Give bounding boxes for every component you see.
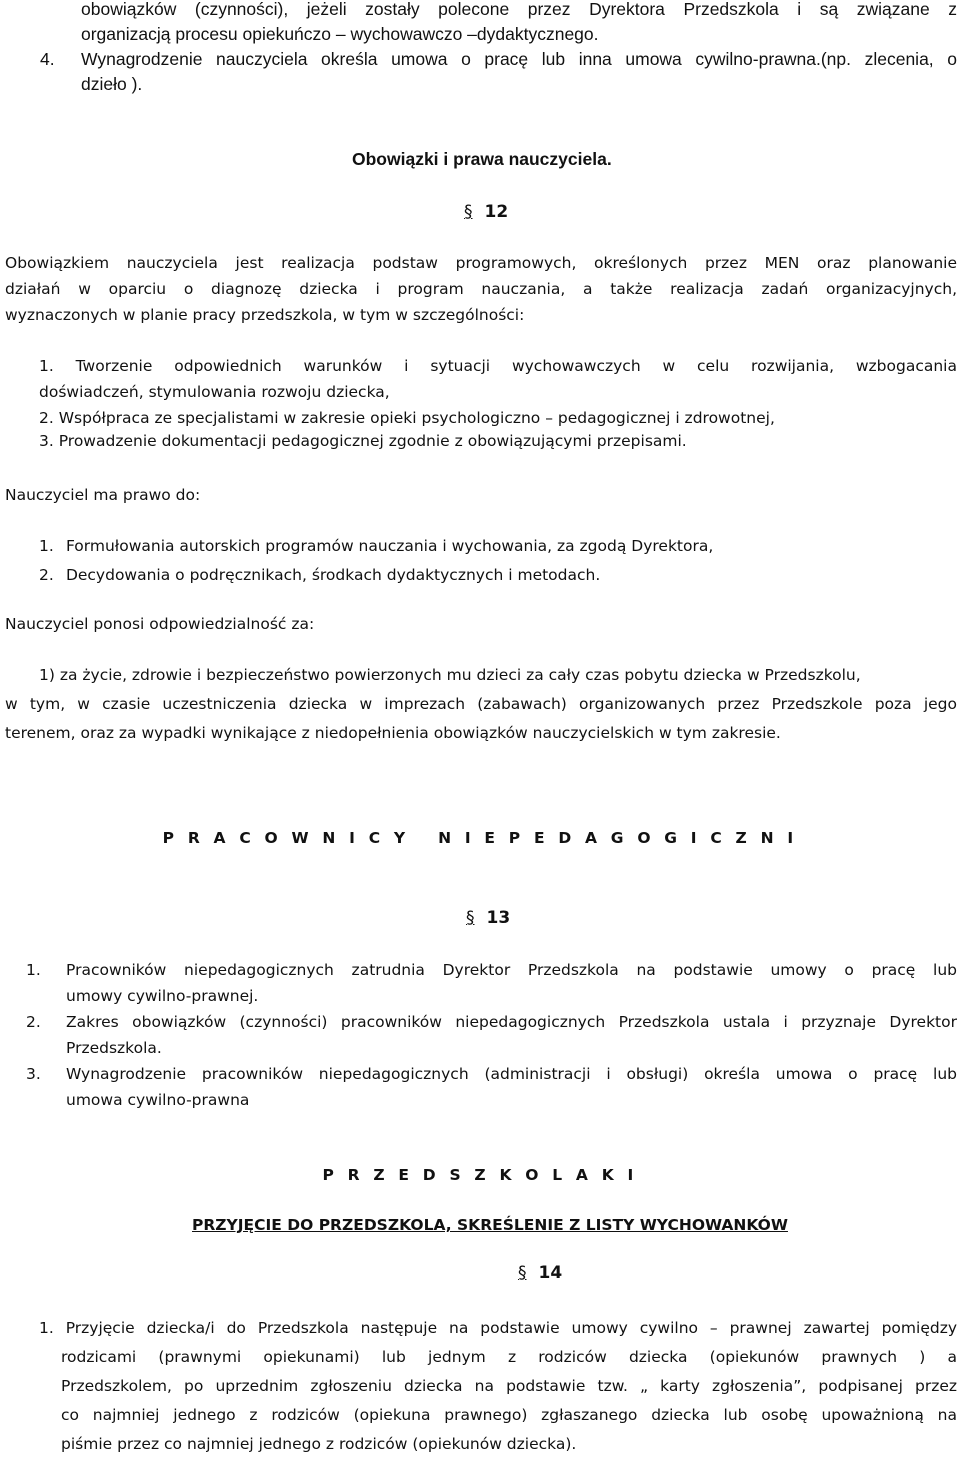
list-item: 2. Współpraca ze specjalistami w zakresie opieki psychologiczno – pedagogicznej i zdrowotnej, — [39, 409, 775, 427]
list-number: 1. — [26, 961, 41, 979]
list-number: 2. — [26, 1013, 41, 1031]
paragraph-line: piśmie przez co najmniej jednego z rodziców (opiekunów dziecka). — [61, 1435, 577, 1453]
section-heading: Obowiązki i prawa nauczyciela. — [352, 149, 612, 169]
list-item: doświadczeń, stymulowania rozwoju dziecka, — [39, 383, 390, 401]
list-number: 2. — [39, 566, 54, 584]
list-item-text: umowa cywilno-prawna — [66, 1091, 250, 1109]
list-item-text: Wynagrodzenie nauczyciela określa umowa o pracę lub inna umowa cywilno-prawna.(np. zlecenia, o — [81, 49, 957, 69]
list-item: 3. Prowadzenie dokumentacji pedagogicznej zgodnie z obowiązującymi przepisami. — [39, 432, 687, 450]
list-item-text: Decydowania o podręcznikach, środkach dydaktycznych i metodach. — [65, 566, 601, 584]
section-symbol: § — [518, 1263, 527, 1283]
subheading: Nauczyciel ponosi odpowiedzialność za: — [5, 615, 315, 633]
list-number: 3. — [26, 1065, 41, 1083]
list-item-text: Formułowania autorskich programów nauczania i wychowania, za zgodą Dyrektora, — [65, 537, 714, 555]
paragraph-line: wyznaczonych w planie pracy przedszkola, w tym w szczególności: — [5, 306, 525, 324]
subheading: Nauczyciel ma prawo do: — [5, 486, 201, 504]
list-item — [39, 532, 713, 561]
list-item-text: Pracowników niepedagogicznych zatrudnia Dyrektor Przedszkola na podstawie umowy o pracę lub — [66, 961, 957, 979]
section-number: 12 — [484, 202, 509, 222]
paragraph-line: organizacją procesu opiekuńczo – wychowawczo –dydaktycznego. — [81, 24, 599, 44]
list-item-text: umowy cywilno-prawnej. — [66, 987, 259, 1005]
paragraph-line: działań w oparciu o diagnozę dziecka i program nauczania, a także realizacja zadań organizacyjnych, — [5, 280, 957, 298]
list-item-text: dzieło ). — [81, 74, 143, 94]
paragraph-line: Przedszkolem, po uprzednim zgłoszeniu dziecka na podstawie tzw. „ karty zgłoszenia”, podpisanej przez — [61, 1377, 957, 1395]
list-item-text: Wynagrodzenie pracowników niepedagogicznych (administracji i obsługi) określa umowa o pracę lub — [66, 1065, 957, 1083]
chapter-heading: P R Z E D S Z K O L A K I — [322, 1166, 638, 1184]
list-item-text: Zakres obowiązków (czynności) pracowników niepedagogicznych Przedszkola ustala i przyznaje Dyrektor — [66, 1013, 957, 1031]
paragraph-line: 1) za życie, zdrowie i bezpieczeństwo powierzonych mu dzieci za cały czas pobytu dziecka w Przedszkolu, — [39, 666, 861, 684]
section-number: 14 — [538, 1263, 563, 1283]
paragraph-line: Obowiązkiem nauczyciela jest realizacja podstaw programowych, określonych przez MEN oraz planowanie — [5, 254, 957, 272]
paragraph-line: obowiązków (czynności), jeżeli zostały polecone przez Dyrektora Przedszkola i są związane z — [81, 0, 957, 19]
list-number: 4. — [40, 49, 55, 69]
section-symbol: § — [464, 202, 473, 222]
section-marker — [464, 202, 508, 222]
list-item — [39, 561, 600, 590]
list-item: 1. Tworzenie odpowiednich warunków i sytuacji wychowawczych w celu rozwijania, wzbogacania — [39, 357, 957, 375]
list-item-text: Przedszkola. — [66, 1039, 162, 1057]
section-number: 13 — [486, 908, 511, 928]
paragraph-line: co najmniej jednego z rodziców (opiekuna prawnego) zgłaszanego dziecka lub osobę upoważnioną na — [61, 1406, 957, 1424]
list-number: 1. — [39, 537, 54, 555]
chapter-subheading: PRZYJĘCIE DO PRZEDSZKOLA, SKREŚLENIE Z LISTY WYCHOWANKÓW — [192, 1216, 788, 1234]
section-marker — [518, 1263, 562, 1283]
paragraph-line: 1. Przyjęcie dziecka/i do Przedszkola następuje na podstawie umowy cywilno – prawnej zawartej pomiędzy — [39, 1319, 957, 1337]
section-symbol: § — [466, 908, 475, 928]
section-marker — [466, 908, 510, 928]
paragraph-line: w tym, w czasie uczestniczenia dziecka w imprezach (zabawach) organizowanych przez Przedszkole poza jego — [5, 695, 957, 713]
paragraph-line: rodzicami (prawnymi opiekunami) lub jednym z rodziców dziecka (opiekunów prawnych ) a — [61, 1348, 957, 1366]
chapter-heading: P R A C O W N I C Y N I E P E D A G O G I C Z N I — [162, 829, 798, 847]
paragraph-line: terenem, oraz za wypadki wynikające z niedopełnienia obowiązków nauczycielskich w tym zakresie. — [5, 724, 781, 742]
